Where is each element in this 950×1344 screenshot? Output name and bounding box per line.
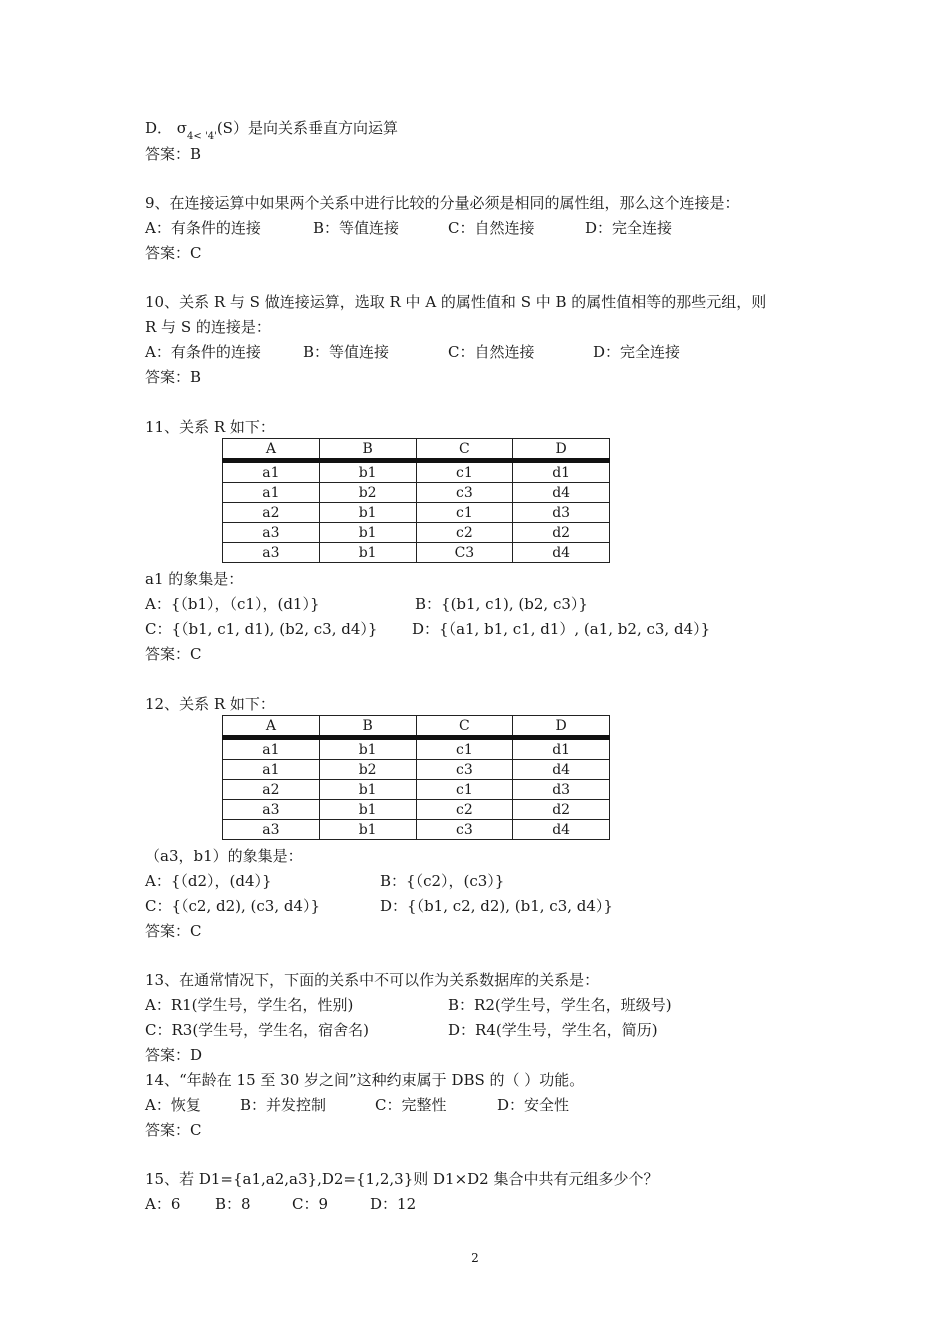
column-header: B	[319, 439, 416, 461]
table-cell: b1	[319, 523, 416, 543]
table-cell: d3	[513, 780, 610, 800]
q15-stem: 15、若 D1={a1,a2,a3},D2={1,2,3}则 D1×D2 集合中共有元组多少个？	[145, 1170, 659, 1188]
q13-option-c: C：R3(学生号，学生名，宿舍名)	[145, 1021, 370, 1039]
q8-option-d: D． $\sigma_{4< '4'}(S)$是向关系垂直方向运算	[145, 119, 398, 142]
table-cell: b1	[319, 800, 416, 820]
table-row	[223, 461, 610, 483]
table-row	[223, 523, 610, 543]
q15-option-c: C：9	[292, 1195, 329, 1213]
table-cell: b1	[319, 543, 416, 563]
table-cell: c1	[416, 780, 513, 800]
q14-option-b: B：并发控制	[240, 1096, 327, 1114]
table-cell: a1	[223, 738, 320, 760]
table-cell: a3	[223, 800, 320, 820]
column-header: C	[416, 716, 513, 738]
q10-stem-line2: R 与 S 的连接是：	[145, 318, 271, 336]
table-cell: d4	[513, 760, 610, 780]
q11-answer: 答案：C	[145, 645, 202, 663]
q12-option-a: A：{（d2），(d4）}	[145, 872, 272, 890]
table-cell: b1	[319, 738, 416, 760]
table-cell: a2	[223, 503, 320, 523]
table-cell: b1	[319, 503, 416, 523]
q8-answer: 答案：B	[145, 145, 202, 163]
table-cell: c1	[416, 503, 513, 523]
q9-option-a: A：有条件的连接	[145, 219, 261, 237]
table-cell: c3	[416, 820, 513, 840]
q14-option-a: A：恢复	[145, 1096, 201, 1114]
table-cell: d2	[513, 800, 610, 820]
q15-option-a: A：6	[145, 1195, 181, 1213]
table-cell: a3	[223, 523, 320, 543]
q9-stem: 9、在连接运算中如果两个关系中进行比较的分量必须是相同的属性组，那么这个连接是：	[145, 194, 740, 212]
table-cell: d4	[513, 820, 610, 840]
sigma-subscript: 4< '4'	[187, 131, 217, 142]
q11-question: a1 的象集是：	[145, 570, 244, 588]
q10-stem-line1: 10、关系 R 与 S 做连接运算，选取 R 中 A 的属性值和 S 中 B 的属性值相等的那些元组，则	[145, 293, 767, 311]
table-cell: d1	[513, 461, 610, 483]
table-cell: d4	[513, 543, 610, 563]
table-row	[223, 800, 610, 820]
table-cell: c2	[416, 523, 513, 543]
table-cell: c3	[416, 760, 513, 780]
q12-option-d: D：{（b1, c2, d2), (b1, c3, d4）}	[380, 897, 613, 915]
table-header-row	[223, 716, 610, 738]
table-cell: b1	[319, 780, 416, 800]
q9-option-d: D：完全连接	[585, 219, 673, 237]
table-header-row	[223, 439, 610, 461]
table-cell: d4	[513, 483, 610, 503]
q9-option-c: C：自然连接	[448, 219, 535, 237]
q14-option-c: C：完整性	[375, 1096, 447, 1114]
q12-stem: 12、关系 R 如下：	[145, 695, 275, 713]
table-cell: d2	[513, 523, 610, 543]
table-cell: b1	[319, 461, 416, 483]
q12-answer: 答案：C	[145, 922, 202, 940]
q9-answer: 答案：C	[145, 244, 202, 262]
table-row	[223, 820, 610, 840]
table-cell: b1	[319, 820, 416, 840]
q10-option-d: D：完全连接	[593, 343, 681, 361]
column-header: C	[416, 439, 513, 461]
table-cell: b2	[319, 483, 416, 503]
q12-question: （a3，b1）的象集是：	[145, 847, 303, 865]
q15-option-b: B：8	[215, 1195, 251, 1213]
table-cell: C3	[416, 543, 513, 563]
q10-option-c: C：自然连接	[448, 343, 535, 361]
q14-answer: 答案：C	[145, 1121, 202, 1139]
q11-stem: 11、关系 R 如下：	[145, 418, 275, 436]
table-cell: a1	[223, 760, 320, 780]
q12-option-c: C：{（c2, d2), (c3, d4）}	[145, 897, 321, 915]
table-cell: a1	[223, 461, 320, 483]
table-cell: c2	[416, 800, 513, 820]
q13-option-b: B：R2(学生号，学生名，班级号)	[448, 996, 672, 1014]
table-cell: d3	[513, 503, 610, 523]
q15-option-d: D：12	[370, 1195, 417, 1213]
table-row	[223, 483, 610, 503]
column-header: D	[513, 716, 610, 738]
q11-relation-table	[222, 438, 610, 563]
q10-answer: 答案：B	[145, 368, 202, 386]
column-header: A	[223, 439, 320, 461]
table-cell: a2	[223, 780, 320, 800]
table-cell: a1	[223, 483, 320, 503]
table-row	[223, 760, 610, 780]
q11-option-b: B：{(b1, c1), (b2, c3）}	[415, 595, 588, 613]
q14-stem: 14、“年龄在 15 至 30 岁之间”这种约束属于 DBS 的（ ）功能。	[145, 1071, 585, 1089]
q13-stem: 13、在通常情况下，下面的关系中不可以作为关系数据库的关系是：	[145, 971, 600, 989]
table-cell: c1	[416, 738, 513, 760]
table-row	[223, 543, 610, 563]
q11-option-c: C：{（b1, c1, d1), (b2, c3, d4）}	[145, 620, 378, 638]
table-row	[223, 503, 610, 523]
q12-relation-table	[222, 715, 610, 840]
q13-answer: 答案：D	[145, 1046, 203, 1064]
table-cell: d1	[513, 738, 610, 760]
q9-option-b: B：等值连接	[313, 219, 400, 237]
q13-option-d: D：R4(学生号，学生名，简历)	[448, 1021, 658, 1039]
table-row	[223, 738, 610, 760]
q11-option-a: A：{（b1），（c1），(d1）}	[145, 595, 320, 613]
q10-option-a: A：有条件的连接	[145, 343, 261, 361]
q12-option-b: B：{（c2），(c3）}	[380, 872, 505, 890]
q11-option-d: D：{（a1, b1, c1, d1）, (a1, b2, c3, d4）}	[412, 620, 711, 638]
column-header: B	[319, 716, 416, 738]
q14-option-d: D：安全性	[497, 1096, 570, 1114]
table-cell: b2	[319, 760, 416, 780]
table-cell: c3	[416, 483, 513, 503]
table-cell: a3	[223, 820, 320, 840]
q13-option-a: A：R1(学生号，学生名，性别)	[145, 996, 354, 1014]
table-cell: c1	[416, 461, 513, 483]
column-header: A	[223, 716, 320, 738]
page-number: 2	[471, 1251, 479, 1265]
q10-option-b: B：等值连接	[303, 343, 390, 361]
table-cell: a3	[223, 543, 320, 563]
table-row	[223, 780, 610, 800]
column-header: D	[513, 439, 610, 461]
